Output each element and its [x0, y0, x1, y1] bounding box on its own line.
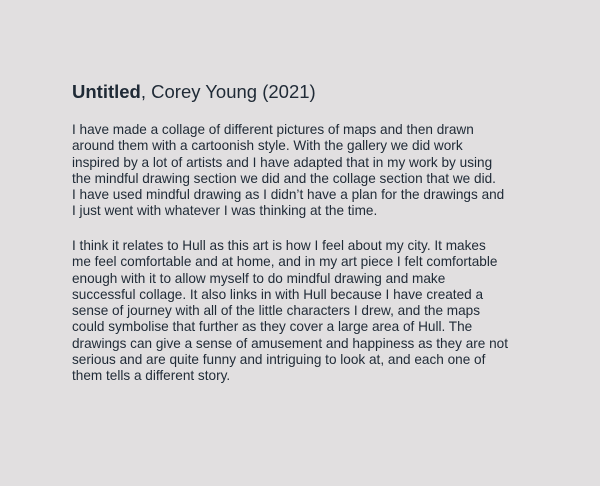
paragraph-line: inspired by a lot of artists and I have adapted that in my work by using — [72, 154, 493, 170]
paragraph-line: around them with a cartoonish style. With the gallery we did work — [72, 138, 463, 154]
paragraph-line: could symbolise that further as they cover a large area of Hull. The — [72, 319, 473, 335]
paragraph-line: sense of journey with all of the little characters I drew, and the maps — [72, 303, 481, 319]
paragraph-line: serious and are quite funny and intriguing to look at, and each one of — [72, 352, 486, 368]
paragraph-line: drawings can give a sense of amusement and happiness as they are not — [72, 335, 509, 351]
paragraph-description — [72, 122, 552, 220]
paragraph-line: me feel comfortable and at home, and in my art piece I felt comfortable — [72, 254, 498, 270]
paragraph-line: enough with it to allow myself to do mindful drawing and make — [72, 270, 446, 286]
artist-and-year: , Corey Young (2021) — [140, 81, 316, 102]
artwork-heading — [72, 80, 316, 104]
paragraph-line: the mindful drawing section we did and the collage section that we did. — [72, 170, 496, 186]
paragraph-line: I have used mindful drawing as I didn’t have a plan for the drawings and — [72, 187, 505, 203]
paragraph-line: I just went with whatever I was thinking at the time. — [72, 203, 378, 219]
paragraph-hull-connection — [72, 238, 552, 385]
paragraph-line: them tells a different story. — [72, 368, 231, 384]
artwork-title: Untitled — [72, 81, 141, 102]
paragraph-line: I think it relates to Hull as this art is how I feel about my city. It makes — [72, 238, 486, 253]
paragraph-line: successful collage. It also links in with Hull because I have created a — [72, 286, 484, 302]
paragraph-line: I have made a collage of different pictures of maps and then drawn — [72, 122, 474, 137]
